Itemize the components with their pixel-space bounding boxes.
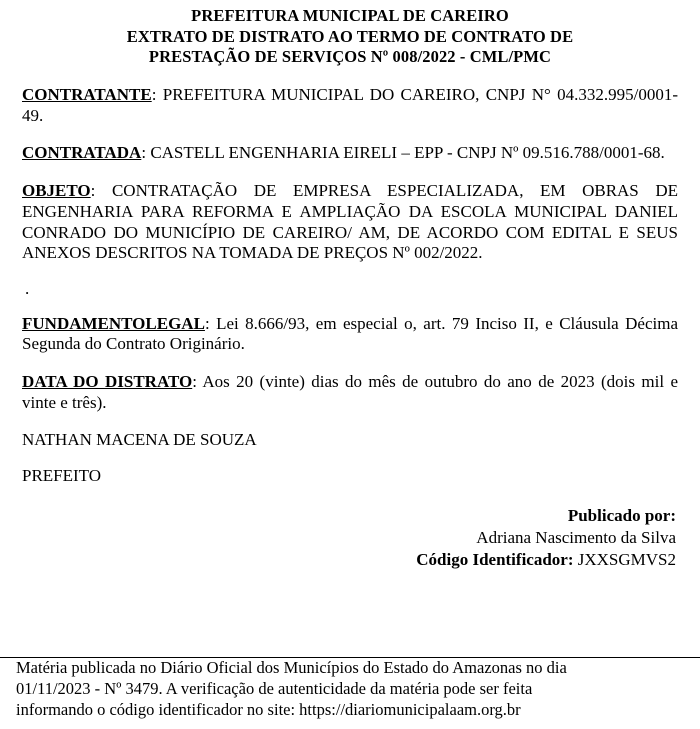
section-data-distrato [22,372,678,413]
section-label-contratante: CONTRATANTE [22,84,152,104]
identifier-label: Código Identificador: [416,550,574,570]
title-line-3: PRESTAÇÃO DE SERVIÇOS Nº 008/2022 - CML/PMC [148,47,552,67]
section-text-contratante: PREFEITURA MUNICIPAL DO CAREIRO, CNPJ N° 04.332.995/0001-49. [22,84,678,125]
section-fundamento-legal [22,314,678,355]
section-separator-fundamento-legal: : [204,313,210,333]
section-separator-data-distrato: : [192,372,197,392]
section-separator-contratante: : [151,84,157,104]
section-separator-objeto: : [90,181,96,201]
footer-note [16,657,686,720]
publication-block [22,505,678,571]
section-label-data-distrato: DATA DO DISTRATO [22,372,193,392]
footer-line-2: 01/11/2023 - Nº 3479. A verificação de autenticidade da matéria pode ser feita [16,678,533,698]
section-label-contratada: CONTRATADA [22,143,142,163]
section-separator-contratada: : [141,143,147,163]
section-contratante [22,85,678,126]
section-label-objeto: OBJETO [22,181,91,201]
section-text-data-distrato: Aos 20 (vinte) dias do mês de outubro do ano de 2023 (dois mil e vinte e três). [22,372,678,412]
publisher-name: Adriana Nascimento da Silva [476,528,676,548]
signature-role: PREFEITO [22,466,102,486]
section-text-contratada: CASTELL ENGENHARIA EIRELI – EPP - CNPJ Nº 09.516.788/0001-68. [146,143,665,163]
section-text-objeto: CONTRATAÇÃO DE EMPRESA ESPECIALIZADA, EM OBRAS DE ENGENHARIA PARA REFORMA E AMPLIAÇÃO DA ESCOLA MUNICIPAL DANIEL CONRADO DO MUNICÍPIO DE CAREIRO/ AM, DE ACORDO COM EDITAL E SEUS ANEXOS DESCRITOS NA TOMADA DE PREÇOS Nº 002/2022. [22,181,678,263]
document-title [22,6,678,68]
identifier-row [22,549,676,571]
title-line-1: PREFEITURA MUNICIPAL DE CAREIRO [191,6,509,25]
section-contratada [22,143,678,164]
published-by-label: Publicado por: [567,506,676,526]
signature-name: NATHAN MACENA DE SOUZA [22,429,257,449]
dot-marker: . [25,279,30,299]
footer-line-3: informando o código identificador no site: https://diariomunicipalaam.org.br [16,699,521,719]
footer-line-1: Matéria publicada no Diário Oficial dos Municípios do Estado do Amazonas no dia [16,657,567,677]
section-label-fundamento-legal: FUNDAMENTOLEGAL [22,313,205,333]
title-line-2: EXTRATO DE DISTRATO AO TERMO DE CONTRATO DE [126,26,574,46]
section-objeto [22,181,678,264]
section-text-fundamento-legal: Lei 8.666/93, em especial o, art. 79 Inciso II, e Cláusula Décima Segunda do Contrato Originário. [22,313,678,354]
identifier-value: JXXSGMVS2 [577,550,676,570]
